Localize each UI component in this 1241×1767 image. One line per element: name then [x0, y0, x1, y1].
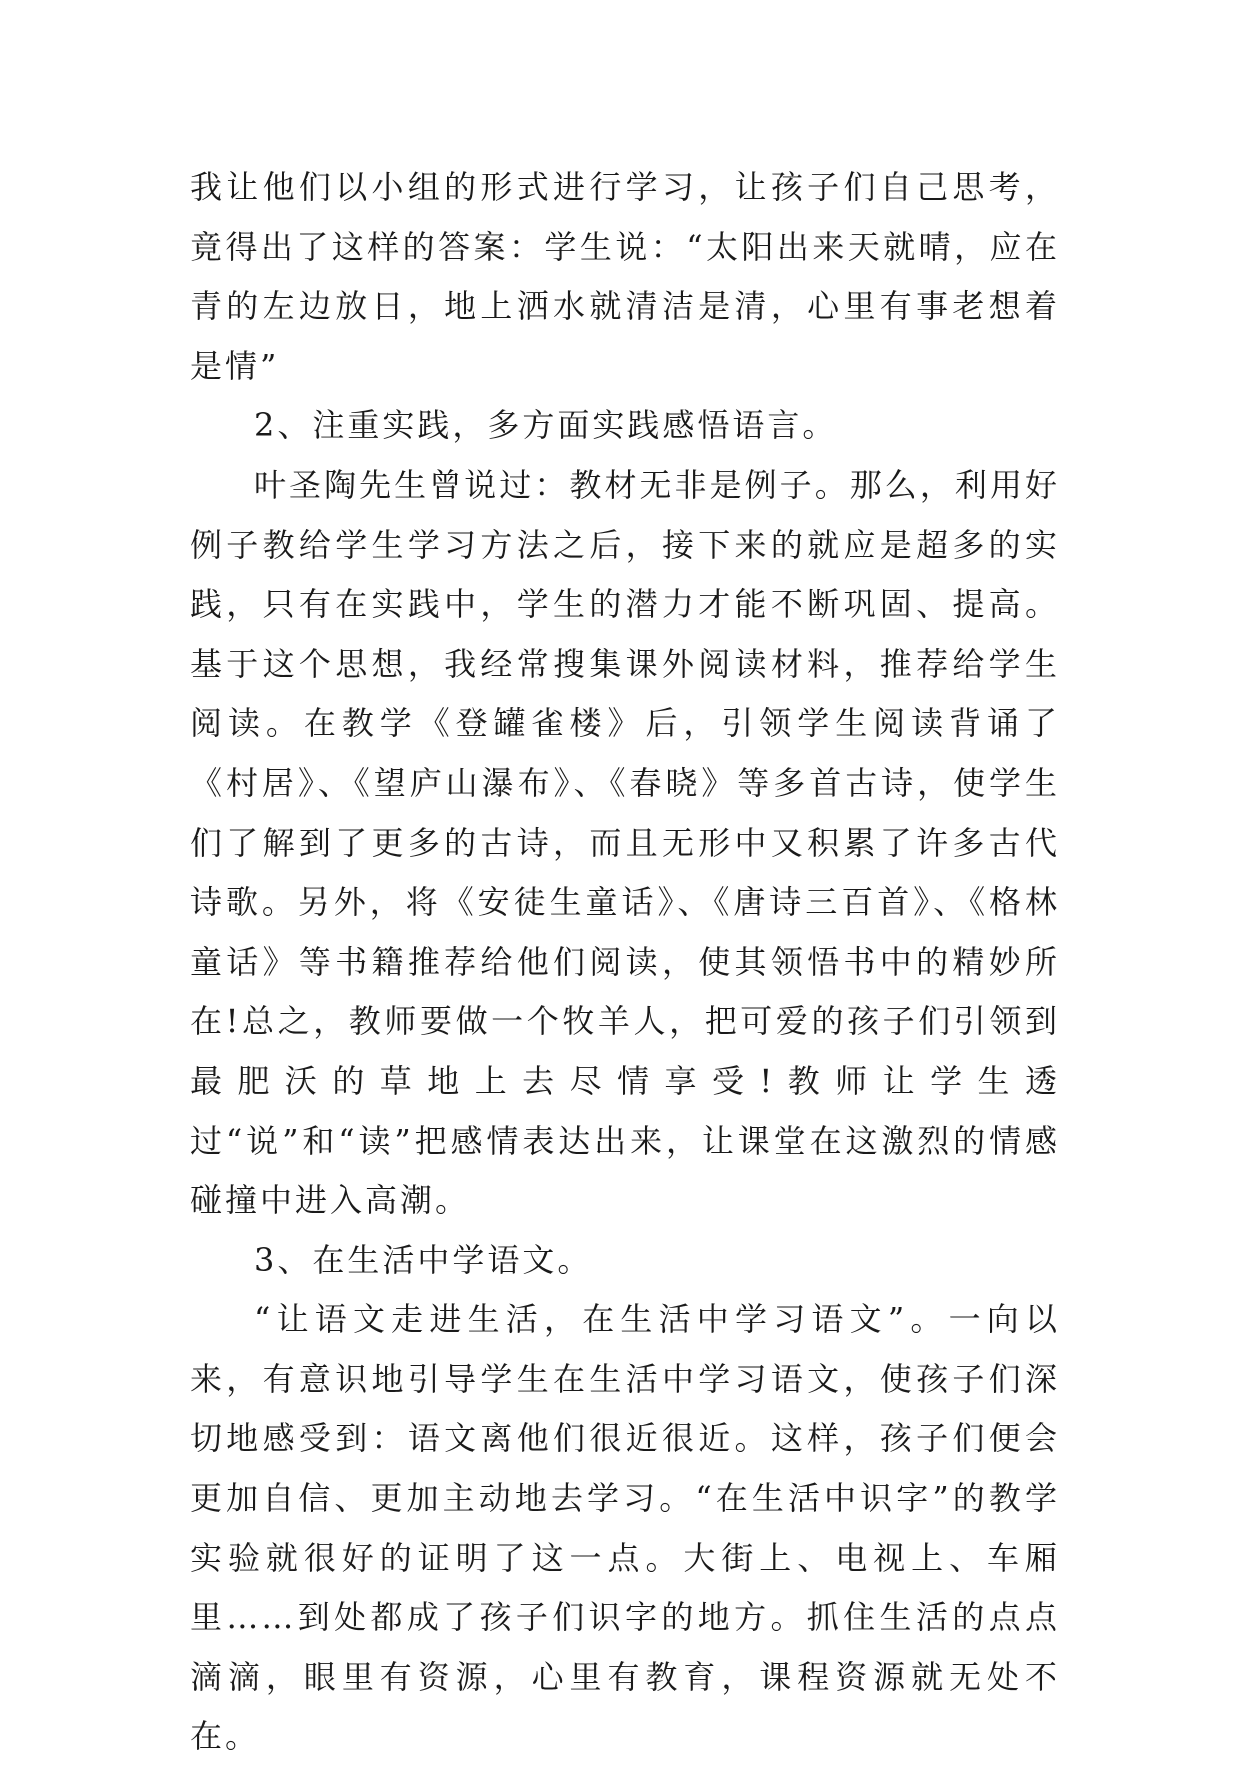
document-body: [190, 158, 1060, 1767]
paragraph-practice: 叶圣陶先生曾说过：教材无非是例子。那么，利用好例子教给学生学习方法之后，接下来的就应是超多的实践，只有在实践中，学生的潜力才能不断巩固、提高。基于这个思想，我经常搜集课外阅读材料，推荐给学生阅读。在教学《登罐雀楼》后，引领学生阅读背诵了《村居》、《望庐山瀑布》、《春晓》等多首古诗，使学生们了解到了更多的古诗，而且无形中又积累了许多古代诗歌。另外，将《安徒生童话》、《唐诗三百首》、《格林童话》等书籍推荐给他们阅读，使其领悟书中的精妙所在!总之，教师要做一个牧羊人，把可爱的孩子们引领到最肥沃的草地上去尽情享受!教师让学生透过“说”和“读”把感情表达出来，让课堂在这激烈的情感碰撞中进入高潮。: [190, 465, 1060, 1220]
section-heading-life: 3、在生活中学语文。: [254, 1240, 593, 1279]
section-heading-practice: 2、注重实践，多方面实践感悟语言。: [254, 406, 838, 445]
paragraph-continuation: 我让他们以小组的形式进行学习，让孩子们自己思考，竟得出了这样的答案：学生说：“太阳出来天就晴，应在青的左边放日，地上洒水就清洁是清，心里有事老想着是情”: [190, 168, 1060, 385]
paragraph-life: “让语文走进生活，在生活中学习语文”。一向以来，有意识地引导学生在生活中学习语文，使孩子们深切地感受到：语文离他们很近很近。这样，孩子们便会更加自信、更加主动地去学习。“在生活中识字”的教学实验就很好的证明了这一点。大街上、电视上、车厢里……到处都成了孩子们识字的地方。抓住生活的点点滴滴，眼里有资源，心里有教育，课程资源就无处不在。: [190, 1300, 1060, 1756]
